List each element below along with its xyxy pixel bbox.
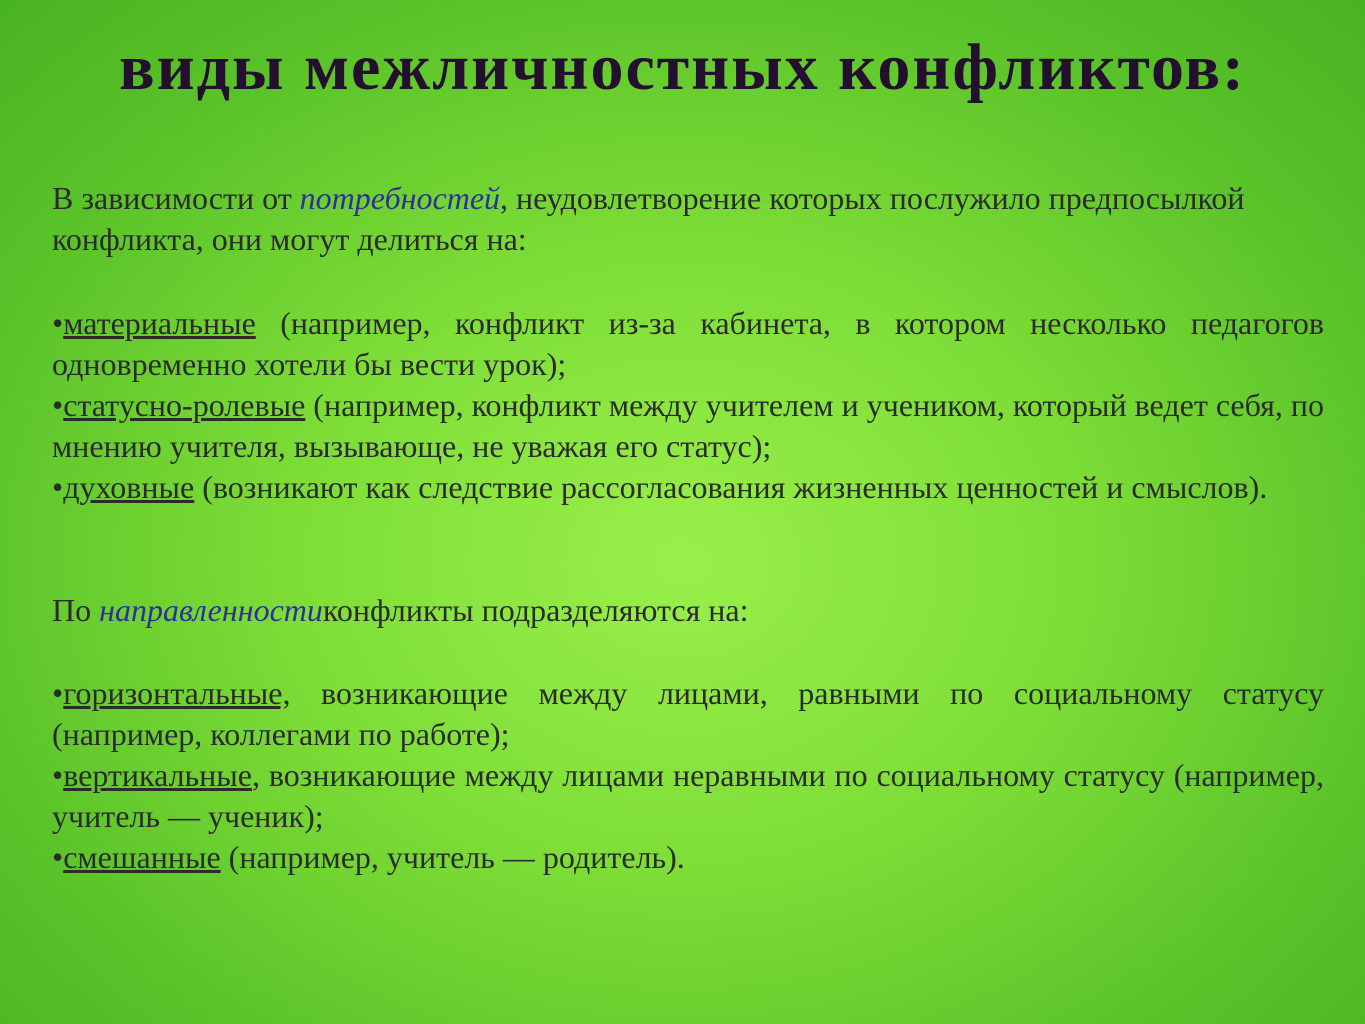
needs-list xyxy=(52,303,1324,508)
conflict-kind: горизонтальные, xyxy=(63,675,291,711)
needs-intro-before: В зависимости от xyxy=(52,180,300,216)
direction-intro-after: конфликты подразделяются на: xyxy=(322,592,749,628)
item-text: (например, учитель — родитель). xyxy=(220,839,685,875)
slide-title: виды межличностных конфликтов: xyxy=(118,31,1247,104)
list-item xyxy=(52,303,1324,385)
bullet: • xyxy=(52,675,64,711)
direction-list xyxy=(52,673,1324,878)
conflict-kind: вертикальные xyxy=(63,757,252,793)
bullet: • xyxy=(52,469,64,505)
bullet: • xyxy=(52,839,64,875)
direction-term: направленности xyxy=(99,592,323,628)
conflict-kind: статусно-ролевые xyxy=(63,387,306,423)
direction-intro-paragraph xyxy=(52,590,1324,631)
needs-intro-paragraph xyxy=(52,178,1324,260)
list-item xyxy=(52,673,1324,755)
item-text: (например, конфликт из-за кабинета, в котором несколько педагогов одновременно хотели бы вести урок); xyxy=(52,305,1324,382)
list-item xyxy=(52,837,1324,878)
list-item xyxy=(52,755,1324,837)
direction-intro-before: По xyxy=(52,592,100,628)
item-text: возникающие между лицами, равными по социальному статусу (например, коллегами по работе); xyxy=(52,675,1324,752)
item-text: (возникают как следствие рассогласования жизненных ценностей и смыслов). xyxy=(194,469,1268,505)
needs-intro-after: , неудовлетворение которых послужило предпосылкой конфликта, они могут делиться на: xyxy=(52,180,1245,257)
item-text: , возникающие между лицами неравными по социальному статусу (например, учитель — ученик); xyxy=(52,757,1324,834)
needs-term: потребностей xyxy=(299,180,501,216)
item-text: (например, конфликт между учителем и учеником, который ведет себя, по мнению учителя, вызывающе, не уважая его статус); xyxy=(52,387,1324,464)
conflict-kind: материальные xyxy=(63,305,256,341)
bullet: • xyxy=(52,305,64,341)
list-item xyxy=(52,385,1324,467)
bullet: • xyxy=(52,387,64,423)
conflict-kind: смешанные xyxy=(63,839,221,875)
list-item xyxy=(52,467,1324,508)
conflict-kind: духовные xyxy=(63,469,195,505)
bullet: • xyxy=(52,757,64,793)
